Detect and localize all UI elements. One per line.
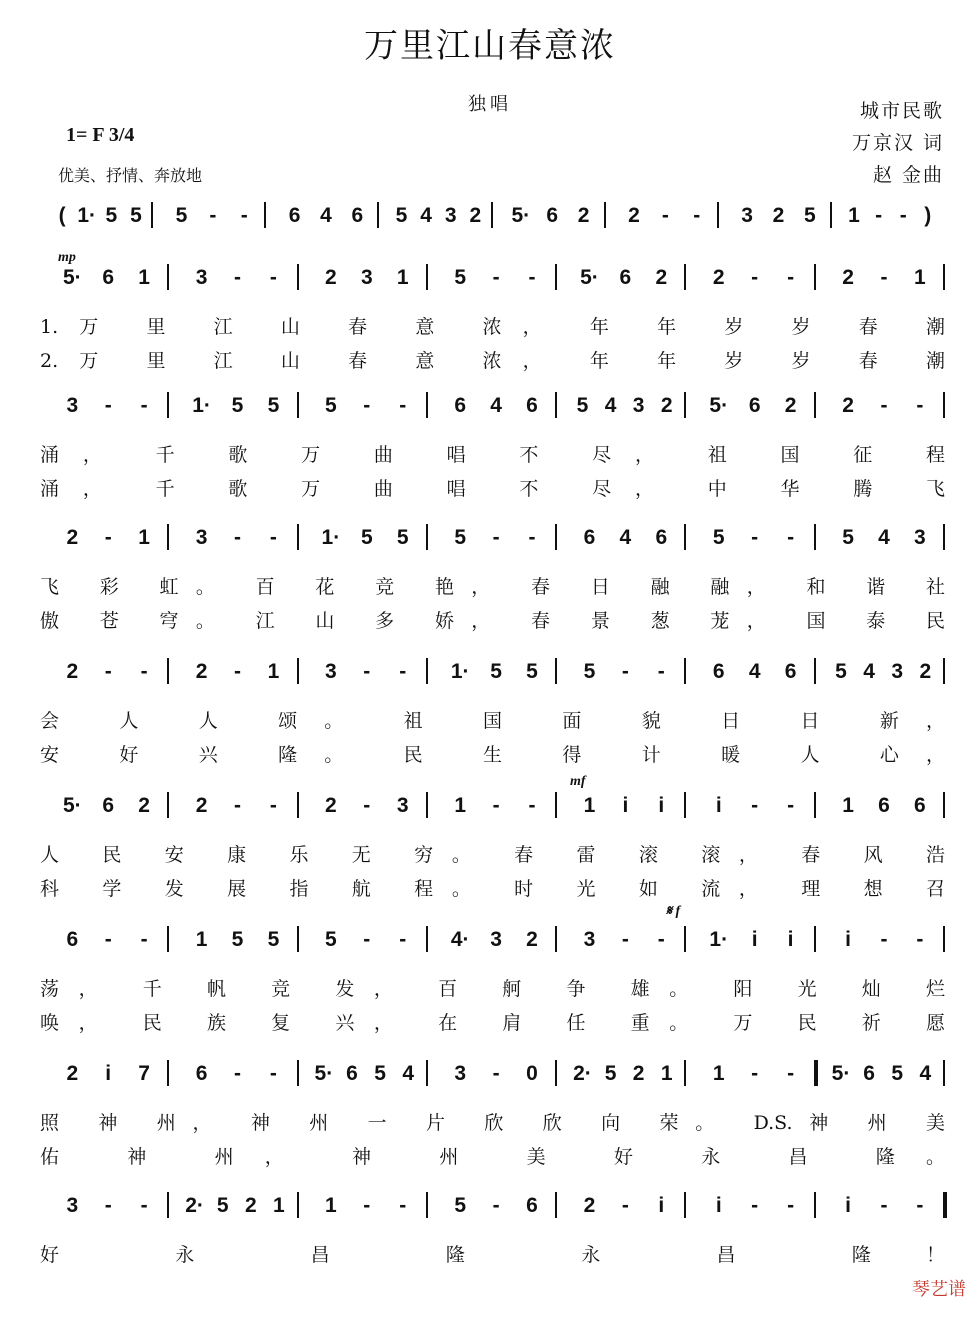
note: 3 <box>66 394 79 417</box>
barline <box>167 524 169 550</box>
subtitle: 独唱 <box>468 94 512 115</box>
lyric-line-1: 照 神 州， 神 州 一 片 欣 欣 向 荣。 D.S.神 州 美 <box>40 1112 945 1134</box>
note: 2· <box>185 1194 204 1217</box>
note: 7 <box>138 1062 150 1085</box>
lyric-line-1: 好 永 昌 隆 永 昌 隆！ <box>40 1244 945 1266</box>
note: 5 <box>231 394 244 417</box>
note: 3 <box>583 928 596 951</box>
note: - <box>363 394 371 417</box>
barline <box>167 1192 169 1218</box>
note: - <box>234 266 242 289</box>
note: - <box>693 204 701 227</box>
note: - <box>875 204 883 227</box>
note: - <box>916 928 924 951</box>
note: ( <box>58 204 66 227</box>
note: - <box>363 1194 371 1217</box>
system-2 <box>0 262 980 390</box>
note: 1· <box>192 394 211 417</box>
barline <box>167 792 169 818</box>
barline <box>684 524 686 550</box>
note: i <box>845 1194 851 1217</box>
barline <box>264 202 266 228</box>
note: - <box>787 526 795 549</box>
note: 6 <box>195 1062 208 1085</box>
barline <box>555 524 557 550</box>
barline <box>426 926 428 952</box>
note: - <box>657 660 665 683</box>
note: 5 <box>267 928 280 951</box>
barline <box>426 392 428 418</box>
note: 6 <box>66 928 79 951</box>
note: - <box>787 1062 795 1085</box>
note: 5 <box>267 394 280 417</box>
note: - <box>140 394 148 417</box>
note: 5 <box>231 928 244 951</box>
note: - <box>492 794 500 817</box>
note: 6 <box>655 526 668 549</box>
note: - <box>234 660 242 683</box>
note: ) <box>924 204 932 227</box>
barline <box>684 926 686 952</box>
note: - <box>621 1194 629 1217</box>
barline <box>491 202 493 228</box>
note: - <box>492 1062 500 1085</box>
note: - <box>899 204 907 227</box>
note: 4· <box>450 928 470 951</box>
note: 5 <box>576 394 589 417</box>
barline <box>297 392 299 418</box>
note: - <box>363 660 371 683</box>
note: 2 <box>583 1194 596 1217</box>
note: - <box>140 1194 148 1217</box>
note: 5 <box>583 660 596 683</box>
barline <box>555 264 557 290</box>
note: - <box>240 204 248 227</box>
note: 6 <box>619 266 632 289</box>
note: 6 <box>526 1194 538 1217</box>
lyric-line-1: 荡， 千 帆 竞 发， 百 舸 争 雄。 阳 光 灿 烂 <box>40 978 945 1000</box>
note: - <box>140 660 148 683</box>
barline <box>167 658 169 684</box>
note: - <box>916 394 924 417</box>
barline <box>943 658 945 684</box>
note: 1 <box>138 526 150 549</box>
barline <box>814 1192 816 1218</box>
note: 1 <box>454 794 467 817</box>
note: - <box>787 1194 795 1217</box>
note: - <box>880 266 888 289</box>
note: 5 <box>835 660 847 683</box>
note: 3 <box>741 204 753 227</box>
note: 2 <box>66 660 79 683</box>
note: 5 <box>454 526 467 549</box>
barline <box>377 202 379 228</box>
note: 1 <box>396 266 409 289</box>
dynamic-marking: mp <box>58 250 76 265</box>
barline <box>814 1060 818 1086</box>
lyric-line-2: 涌， 千 歌 万 曲 唱 不 尽， 中 华 腾 飞 <box>40 478 945 500</box>
barline <box>814 658 816 684</box>
note: - <box>751 1194 759 1217</box>
note: 1 <box>914 266 926 289</box>
note: 5 <box>325 394 337 417</box>
note: 3 <box>444 204 457 227</box>
note: 2 <box>632 1062 645 1085</box>
note: i <box>658 1194 665 1217</box>
credit-lyricist: 万京汉 词 <box>851 132 944 154</box>
system-9 <box>0 1190 980 1318</box>
note: 5 <box>604 1062 617 1085</box>
system-8 <box>0 1058 980 1186</box>
lyric-line-2: 傲 苍 穹。 江 山 多 娇， 春 景 葱 茏， 国 泰 民 <box>40 610 945 632</box>
note: - <box>880 1194 888 1217</box>
note: 4 <box>320 204 332 227</box>
barline <box>943 792 945 818</box>
note: - <box>661 204 669 227</box>
note: 5· <box>314 1062 334 1085</box>
note: 5 <box>842 526 854 549</box>
lyric-line-2: 安 好 兴 隆。 民 生 得 计 暖 人 心， <box>40 744 945 766</box>
note: 5 <box>175 204 188 227</box>
note: - <box>751 1062 759 1085</box>
note: 4 <box>402 1062 415 1085</box>
note: 6 <box>288 204 301 227</box>
barline <box>684 1060 686 1086</box>
note: 4 <box>604 394 617 417</box>
barline <box>814 264 816 290</box>
note: - <box>234 1062 242 1085</box>
note: 5 <box>712 526 725 549</box>
note: - <box>528 794 536 817</box>
note: 1 <box>848 204 860 227</box>
barline <box>814 926 816 952</box>
note: 2 <box>628 204 640 227</box>
barline <box>943 926 945 952</box>
note: i <box>105 1062 112 1085</box>
note: - <box>269 266 277 289</box>
barline <box>297 264 299 290</box>
note: 6 <box>748 394 761 417</box>
note: 6 <box>914 794 926 817</box>
barline <box>684 658 686 684</box>
note: 2 <box>712 266 725 289</box>
note: 6 <box>102 266 115 289</box>
note: - <box>880 394 888 417</box>
note: 5 <box>804 204 816 227</box>
lyric-line-2: 2.万 里 江 山 春 意 浓， 年 年 岁 岁 春 潮 <box>40 350 945 372</box>
note: 6 <box>351 204 364 227</box>
note: 2 <box>469 204 482 227</box>
note: - <box>528 526 536 549</box>
note: 2 <box>919 660 932 683</box>
note: 5· <box>62 794 82 817</box>
note: 6 <box>454 394 467 417</box>
note: 1 <box>325 1194 337 1217</box>
note: 2 <box>195 660 208 683</box>
note: 1 <box>842 794 854 817</box>
barline <box>943 1060 945 1086</box>
note: 3 <box>914 526 926 549</box>
note: - <box>234 794 242 817</box>
note: i <box>715 794 722 817</box>
barline <box>555 1060 557 1086</box>
barline <box>167 264 169 290</box>
barline <box>555 926 557 952</box>
note: 3 <box>891 660 904 683</box>
barline <box>555 392 557 418</box>
note: - <box>492 526 500 549</box>
tempo-marking: 优美、抒情、奔放地 <box>58 166 203 185</box>
note: i <box>845 928 851 951</box>
note: 0 <box>526 1062 538 1085</box>
lyric-line-2: 佑 神 州， 神 州 美 好 永 昌 隆。 <box>40 1146 945 1168</box>
barline <box>426 1192 428 1218</box>
lyric-line-1: 飞 彩 虹。 百 花 竞 艳， 春 日 融 融， 和 谐 社 <box>40 576 945 598</box>
note: 2 <box>66 1062 79 1085</box>
note: 2 <box>526 928 538 951</box>
note: 3 <box>66 1194 79 1217</box>
system-4 <box>0 522 980 650</box>
barline <box>426 1060 428 1086</box>
note: 1· <box>450 660 470 683</box>
note: - <box>104 660 112 683</box>
credit-composer: 赵 金曲 <box>872 164 944 186</box>
note: 5 <box>216 1194 229 1217</box>
note: 5· <box>511 204 531 227</box>
note: 3 <box>454 1062 467 1085</box>
note: - <box>528 266 536 289</box>
barline <box>297 1192 299 1218</box>
note: - <box>787 794 795 817</box>
note: - <box>621 660 629 683</box>
note: 5 <box>454 1194 467 1217</box>
note: 3 <box>490 928 502 951</box>
system-7 <box>0 924 980 1052</box>
barline <box>943 264 945 290</box>
note: 6 <box>526 394 538 417</box>
note: 1 <box>267 660 280 683</box>
note: - <box>104 1194 112 1217</box>
note: 2 <box>195 794 208 817</box>
note: - <box>399 660 407 683</box>
note: - <box>104 526 112 549</box>
note: 1· <box>321 526 341 549</box>
note: - <box>399 394 407 417</box>
system-5 <box>0 656 980 784</box>
barline <box>426 524 428 550</box>
note: 3 <box>195 526 208 549</box>
note: - <box>751 266 759 289</box>
note: - <box>363 928 371 951</box>
note: i <box>658 794 665 817</box>
barline <box>167 926 169 952</box>
barline <box>717 202 719 228</box>
note: - <box>621 928 629 951</box>
note: 4 <box>748 660 761 683</box>
note: 6 <box>712 660 725 683</box>
system-3 <box>0 390 980 518</box>
note: 5 <box>526 660 538 683</box>
note: - <box>104 394 112 417</box>
barline <box>151 202 153 228</box>
barline <box>943 1192 947 1218</box>
note: 5 <box>360 526 373 549</box>
note: 5 <box>490 660 502 683</box>
barline <box>684 792 686 818</box>
note: 3 <box>632 394 645 417</box>
note: 5· <box>709 394 729 417</box>
note: 3 <box>396 794 409 817</box>
note: 2 <box>655 266 668 289</box>
note: - <box>657 928 665 951</box>
note: 5 <box>891 1062 904 1085</box>
note: - <box>269 794 277 817</box>
barline <box>297 658 299 684</box>
barline <box>814 524 816 550</box>
note: 2 <box>325 794 337 817</box>
note: - <box>916 1194 924 1217</box>
barline <box>684 1192 686 1218</box>
lyric-line-2: 唤， 民 族 复 兴， 在 肩 任 重。 万 民 祈 愿 <box>40 1012 945 1034</box>
note: 5· <box>831 1062 851 1085</box>
barline <box>297 792 299 818</box>
page-title: 万里江山春意浓 <box>364 26 616 66</box>
note: 3 <box>360 266 373 289</box>
note: 4 <box>619 526 632 549</box>
note: - <box>363 794 371 817</box>
note: 2 <box>577 204 590 227</box>
barline <box>297 926 299 952</box>
note: 5· <box>580 266 599 289</box>
note: 6 <box>784 660 797 683</box>
note: 6 <box>546 204 559 227</box>
note: 4 <box>863 660 875 683</box>
barline <box>684 392 686 418</box>
note: 6 <box>346 1062 358 1085</box>
note: 1· <box>77 204 97 227</box>
barline <box>426 264 428 290</box>
barline <box>426 792 428 818</box>
watermark-logo: 琴艺谱 <box>912 1279 966 1300</box>
barline <box>943 524 945 550</box>
system-6 <box>0 790 980 918</box>
lyric-line-2: 科 学 发 展 指 航 程。 时 光 如 流， 理 想 召 <box>40 878 945 900</box>
lyric-line-1: 1.万 里 江 山 春 意 浓， 年 年 岁 岁 春 潮 <box>40 316 945 338</box>
note: 4 <box>490 394 502 417</box>
note: 2 <box>842 394 854 417</box>
barline <box>555 792 557 818</box>
note: - <box>399 1194 407 1217</box>
note: - <box>492 1194 500 1217</box>
note: - <box>399 928 407 951</box>
note: 5· <box>62 266 82 289</box>
note: 4 <box>420 204 432 227</box>
note: - <box>751 794 759 817</box>
note: i <box>751 928 758 951</box>
note: - <box>787 266 795 289</box>
barline <box>555 1192 557 1218</box>
barline <box>830 202 832 228</box>
note: 6 <box>102 794 115 817</box>
key-signature: 1= F 3/4 <box>66 124 135 146</box>
note: i <box>622 794 629 817</box>
note: 4 <box>919 1062 932 1085</box>
note: 6 <box>878 794 890 817</box>
note: 1 <box>660 1062 673 1085</box>
barline <box>297 524 299 550</box>
barline <box>684 264 686 290</box>
note: 1 <box>712 1062 725 1085</box>
lyric-line-1: 会 人 人 颂。 祖 国 面 貌 日 日 新， <box>40 710 945 732</box>
note: 2 <box>772 204 785 227</box>
barline <box>604 202 606 228</box>
note: 2 <box>138 794 150 817</box>
note: - <box>234 526 242 549</box>
note: - <box>269 1062 277 1085</box>
note: 3 <box>325 660 337 683</box>
note: i <box>715 1194 722 1217</box>
note: - <box>104 928 112 951</box>
note: 5 <box>130 204 142 227</box>
note: 2 <box>784 394 797 417</box>
note: i <box>787 928 794 951</box>
note: 1 <box>138 266 150 289</box>
barline <box>297 1060 299 1086</box>
barline <box>167 392 169 418</box>
note: - <box>269 526 277 549</box>
note: 2 <box>842 266 854 289</box>
barline <box>814 392 816 418</box>
note: 5 <box>454 266 467 289</box>
note: 3 <box>195 266 208 289</box>
barline <box>943 392 945 418</box>
note: 2· <box>573 1062 592 1085</box>
note: 1· <box>709 928 729 951</box>
note: 2 <box>660 394 673 417</box>
note: - <box>880 928 888 951</box>
note: 2 <box>244 1194 257 1217</box>
note: 1 <box>273 1194 285 1217</box>
lyric-line-1: 人 民 安 康 乐 无 穷。 春 雷 滚 滚， 春 风 浩 <box>40 844 945 866</box>
note: 6 <box>863 1062 875 1085</box>
note: 5 <box>395 204 408 227</box>
dynamic-marking: 𝄋 f <box>666 904 681 919</box>
barline <box>555 658 557 684</box>
barline <box>814 792 816 818</box>
note: 5 <box>396 526 409 549</box>
credit-source: 城市民歌 <box>859 100 944 122</box>
note: 1 <box>583 794 596 817</box>
note: 6 <box>583 526 596 549</box>
dynamic-marking: mf <box>570 774 586 789</box>
lyric-line-1: 涌， 千 歌 万 曲 唱 不 尽， 祖 国 征 程 <box>40 444 945 466</box>
note: 2 <box>325 266 337 289</box>
note: 2 <box>66 526 79 549</box>
barline <box>426 658 428 684</box>
barline <box>167 1060 169 1086</box>
note: - <box>140 928 148 951</box>
note: 5 <box>105 204 118 227</box>
note: - <box>751 526 759 549</box>
note: 5 <box>325 928 337 951</box>
note: 5 <box>374 1062 386 1085</box>
note: - <box>492 266 500 289</box>
note: 4 <box>878 526 890 549</box>
note: 1 <box>195 928 208 951</box>
note: - <box>209 204 217 227</box>
